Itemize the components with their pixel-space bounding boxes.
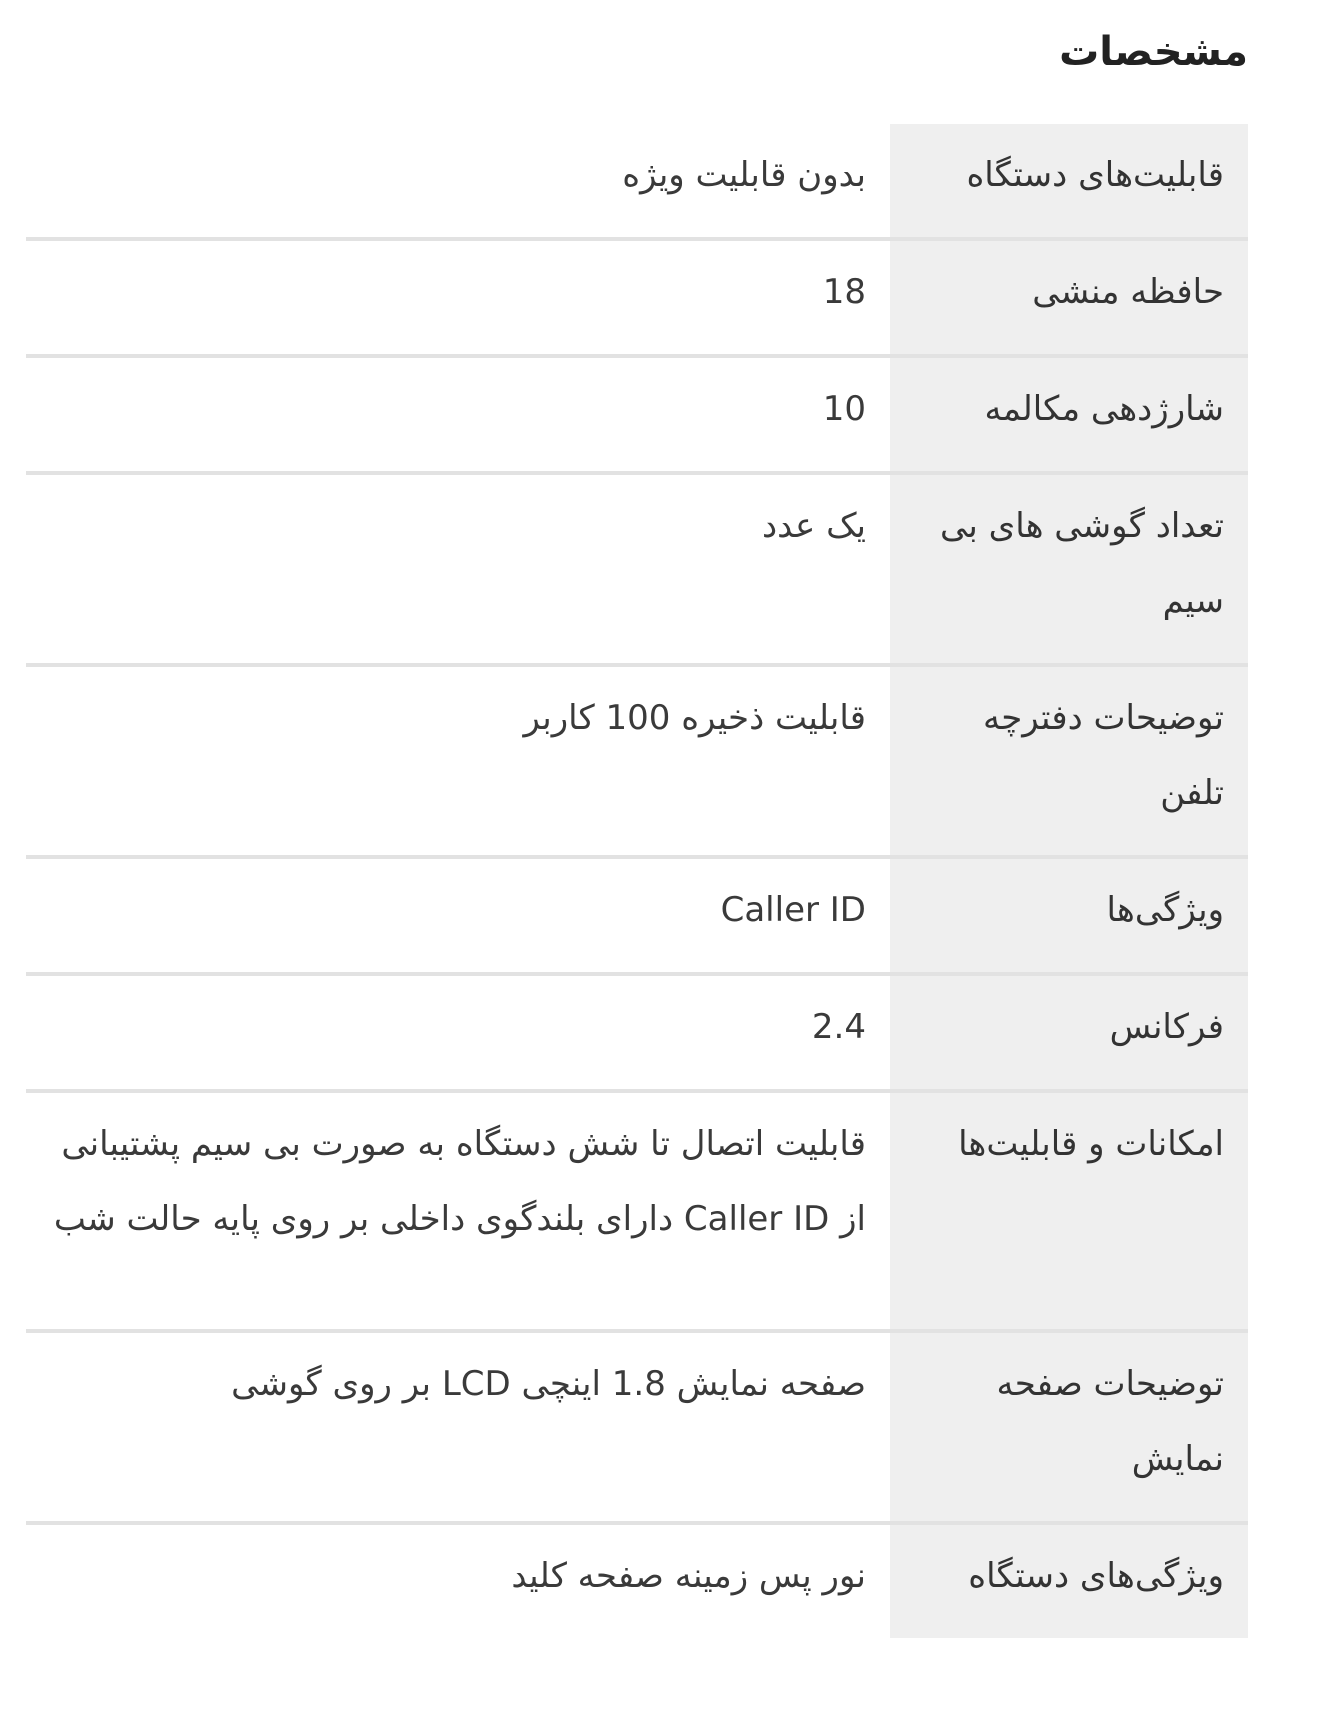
- spec-row-phonebook: [26, 665, 1248, 857]
- spec-row-display: [26, 1331, 1248, 1523]
- spec-value: Caller ID: [26, 857, 890, 974]
- spec-label: تعداد گوشی های بی سیم: [890, 473, 1248, 665]
- spec-label: قابلیت‌های دستگاه: [890, 124, 1248, 239]
- spec-value: یک عدد: [26, 473, 890, 665]
- spec-value: 2.4: [26, 974, 890, 1091]
- spec-value: 18: [26, 239, 890, 356]
- spec-value: 10: [26, 356, 890, 473]
- spec-row-features: [26, 857, 1248, 974]
- spec-label: امکانات و قابلیت‌ها: [890, 1091, 1248, 1331]
- spec-label: توضیحات صفحه نمایش: [890, 1331, 1248, 1523]
- spec-row-answering-memory: [26, 239, 1248, 356]
- spec-row-facilities: [26, 1091, 1248, 1331]
- spec-value: صفحه نمایش 1.8 اینچی LCD بر روی گوشی: [26, 1331, 890, 1523]
- spec-value: قابلیت اتصال تا شش دستگاه به صورت بی سیم پشتیبانی از Caller ID دارای بلندگوی داخلی بر روی پایه حالت شب: [26, 1091, 890, 1331]
- spec-label: فرکانس: [890, 974, 1248, 1091]
- spec-value: نور پس زمینه صفحه کلید: [26, 1523, 890, 1638]
- spec-row-handset-count: [26, 473, 1248, 665]
- spec-value: قابلیت ذخیره 100 کاربر: [26, 665, 890, 857]
- spec-label: شارژدهی مکالمه: [890, 356, 1248, 473]
- spec-label: حافظه منشی: [890, 239, 1248, 356]
- spec-row-device-capabilities: [26, 124, 1248, 239]
- specifications-section: [26, 0, 1248, 1638]
- spec-label: ویژگی‌های دستگاه: [890, 1523, 1248, 1638]
- specifications-table: [26, 124, 1248, 1638]
- spec-row-talk-time: [26, 356, 1248, 473]
- spec-label: ویژگی‌ها: [890, 857, 1248, 974]
- section-title: مشخصات: [1059, 29, 1248, 75]
- spec-label: توضیحات دفترچه تلفن: [890, 665, 1248, 857]
- spec-row-frequency: [26, 974, 1248, 1091]
- spec-value: بدون قابلیت ویژه: [26, 124, 890, 239]
- spec-row-device-features: [26, 1523, 1248, 1638]
